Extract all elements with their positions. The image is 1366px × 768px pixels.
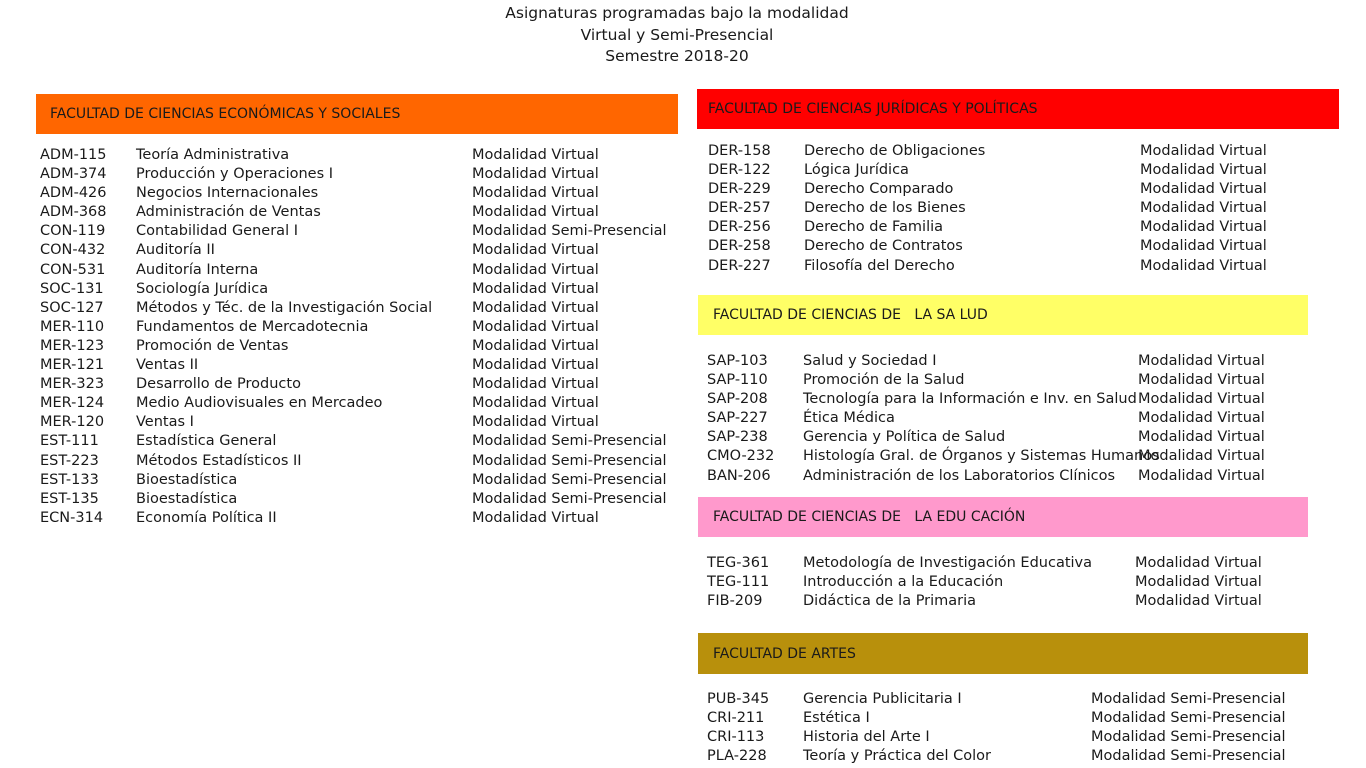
- course-code: SAP-110: [707, 372, 768, 389]
- course-row: [36, 471, 678, 490]
- title-line: Asignaturas programadas bajo la modalidad: [505, 4, 849, 22]
- course-name: Auditoría Interna: [136, 261, 259, 278]
- course-name: Derecho de Contratos: [804, 238, 963, 255]
- course-code: CON-432: [40, 242, 106, 259]
- course-row: [36, 261, 678, 280]
- course-name: Promoción de la Salud: [803, 372, 965, 389]
- course-name: Teoría Administrativa: [136, 147, 290, 163]
- course-mode: Modalidad Virtual: [472, 299, 599, 316]
- faculty-header: FACULTAD DE CIENCIAS DE LA SA LUD: [698, 295, 1308, 335]
- course-code: PUB-345: [707, 691, 770, 707]
- course-row: [36, 241, 678, 260]
- course-list: [697, 142, 1339, 276]
- course-name: Métodos Estadísticos II: [136, 452, 302, 469]
- course-mode: Modalidad Virtual: [1140, 219, 1267, 236]
- course-row: [36, 318, 678, 337]
- course-mode: Modalidad Semi-Presencial: [472, 490, 667, 507]
- course-name: Gerencia y Política de Salud: [803, 429, 1006, 446]
- course-row: [698, 352, 1308, 371]
- course-row: [698, 390, 1308, 409]
- course-list: [698, 352, 1308, 486]
- course-name: Metodología de Investigación Educativa: [803, 555, 1093, 571]
- course-row: [36, 280, 678, 299]
- course-mode: Modalidad Virtual: [472, 376, 599, 393]
- course-code: EST-135: [40, 490, 99, 507]
- course-row: [697, 161, 1339, 180]
- course-mode: Modalidad Virtual: [1138, 429, 1265, 446]
- course-mode: Modalidad Virtual: [472, 147, 599, 163]
- course-name: Gerencia Publicitaria I: [803, 691, 962, 707]
- course-mode: Modalidad Virtual: [472, 395, 599, 412]
- course-name: Negocios Internacionales: [136, 185, 319, 202]
- course-name: Bioestadística: [136, 471, 238, 488]
- course-row: [697, 180, 1339, 199]
- course-mode: Modalidad Virtual: [1138, 353, 1265, 369]
- course-code: BAN-206: [707, 467, 771, 484]
- course-code: MER-121: [40, 357, 105, 374]
- course-name: Histología Gral. de Órganos y Sistemas Humanos: [803, 448, 1160, 465]
- course-code: PLA-228: [707, 748, 767, 765]
- course-code: FIB-209: [707, 593, 763, 610]
- course-code: CON-531: [40, 261, 106, 278]
- faculty-header: FACULTAD DE ARTES: [698, 633, 1308, 674]
- course-row: [36, 356, 678, 375]
- course-code: DER-227: [708, 257, 771, 274]
- course-name: Ventas II: [136, 357, 199, 374]
- course-row: [36, 146, 678, 165]
- course-row: [697, 199, 1339, 218]
- course-name: Lógica Jurídica: [804, 162, 909, 179]
- course-mode: Modalidad Semi-Presencial: [1091, 729, 1286, 746]
- course-mode: Modalidad Virtual: [1140, 181, 1267, 198]
- course-mode: Modalidad Virtual: [472, 204, 599, 221]
- course-code: EST-223: [40, 452, 99, 469]
- course-mode: Modalidad Virtual: [1140, 200, 1267, 217]
- course-mode: Modalidad Virtual: [1140, 143, 1267, 159]
- course-code: ADM-115: [40, 147, 107, 163]
- course-name: Derecho de Obligaciones: [804, 143, 986, 159]
- course-mode: Modalidad Virtual: [1138, 372, 1265, 389]
- course-mode: Modalidad Virtual: [1140, 257, 1267, 274]
- course-name: Derecho de Familia: [804, 219, 944, 236]
- course-mode: Modalidad Virtual: [1138, 448, 1265, 465]
- course-name: Historia del Arte I: [803, 729, 930, 746]
- course-row: [698, 409, 1308, 428]
- course-code: DER-256: [708, 219, 771, 236]
- faculty-economicas: [36, 94, 678, 526]
- course-name: Ventas I: [136, 414, 194, 431]
- course-code: SAP-103: [707, 353, 768, 369]
- course-code: DER-258: [708, 238, 771, 255]
- course-row: [698, 371, 1308, 390]
- course-row: [698, 447, 1308, 466]
- course-code: SAP-227: [707, 410, 768, 427]
- course-row: [36, 222, 678, 241]
- course-row: [698, 690, 1308, 709]
- course-row: [697, 142, 1339, 161]
- course-name: Derecho Comparado: [804, 181, 954, 198]
- course-code: TEG-361: [707, 555, 770, 571]
- document-title: [0, 3, 1354, 68]
- course-code: SAP-208: [707, 391, 768, 408]
- course-name: Bioestadística: [136, 490, 238, 507]
- course-code: MER-123: [40, 337, 105, 354]
- course-name: Estética I: [803, 710, 870, 727]
- course-row: [698, 554, 1308, 573]
- course-name: Fundamentos de Mercadotecnia: [136, 318, 369, 335]
- course-row: [697, 257, 1339, 276]
- course-mode: Modalidad Virtual: [472, 242, 599, 259]
- course-name: Teoría y Práctica del Color: [803, 748, 991, 765]
- course-row: [36, 184, 678, 203]
- course-row: [698, 709, 1308, 728]
- course-code: ADM-426: [40, 185, 107, 202]
- course-row: [36, 375, 678, 394]
- course-mode: Modalidad Semi-Presencial: [1091, 710, 1286, 727]
- course-name: Estadística General: [136, 433, 277, 450]
- course-mode: Modalidad Virtual: [1138, 410, 1265, 427]
- course-code: MER-110: [40, 318, 105, 335]
- course-name: Administración de Ventas: [136, 204, 321, 221]
- course-name: Ética Médica: [803, 410, 895, 427]
- course-code: MER-124: [40, 395, 105, 412]
- course-mode: Modalidad Semi-Presencial: [1091, 691, 1286, 707]
- course-mode: Modalidad Semi-Presencial: [472, 433, 667, 450]
- course-code: CRI-211: [707, 710, 765, 727]
- course-name: Medio Audiovisuales en Mercadeo: [136, 395, 383, 412]
- course-row: [36, 299, 678, 318]
- course-code: MER-323: [40, 376, 105, 393]
- course-row: [698, 592, 1308, 611]
- course-code: DER-158: [708, 143, 771, 159]
- title-line: Semestre 2018-20: [605, 47, 749, 65]
- course-name: Tecnología para la Información e Inv. en Salud: [803, 391, 1137, 408]
- course-mode: Modalidad Virtual: [472, 509, 599, 526]
- faculty-header: FACULTAD DE CIENCIAS DE LA EDU CACIÓN: [698, 497, 1308, 537]
- course-mode: Modalidad Virtual: [1138, 467, 1265, 484]
- course-row: [697, 218, 1339, 237]
- faculty-juridicas: [697, 89, 1339, 274]
- course-row: [698, 747, 1308, 766]
- course-name: Métodos y Téc. de la Investigación Social: [136, 299, 433, 316]
- faculty-educacion: [698, 497, 1308, 610]
- course-name: Introducción a la Educación: [803, 574, 1004, 591]
- course-list: [36, 146, 678, 528]
- course-name: Desarrollo de Producto: [136, 376, 301, 393]
- course-row: [698, 428, 1308, 447]
- course-name: Sociología Jurídica: [136, 280, 269, 297]
- course-list: [698, 554, 1308, 611]
- course-code: ECN-314: [40, 509, 104, 526]
- course-mode: Modalidad Virtual: [472, 414, 599, 431]
- course-list: [698, 690, 1308, 766]
- course-mode: Modalidad Virtual: [1140, 162, 1267, 179]
- title-line: Virtual y Semi-Presencial: [580, 25, 774, 44]
- course-name: Administración de los Laboratorios Clínicos: [803, 467, 1116, 484]
- course-mode: Modalidad Semi-Presencial: [472, 223, 667, 240]
- course-code: TEG-111: [707, 574, 770, 591]
- course-name: Filosofía del Derecho: [804, 257, 955, 274]
- course-name: Didáctica de la Primaria: [803, 593, 977, 610]
- course-code: SOC-131: [40, 280, 104, 297]
- course-code: EST-111: [40, 433, 99, 450]
- course-mode: Modalidad Semi-Presencial: [472, 471, 667, 488]
- course-row: [36, 337, 678, 356]
- course-row: [36, 413, 678, 432]
- course-code: DER-229: [708, 181, 771, 198]
- course-mode: Modalidad Virtual: [472, 166, 599, 183]
- course-row: [698, 467, 1308, 486]
- course-mode: Modalidad Virtual: [1135, 574, 1262, 591]
- course-code: CMO-232: [707, 448, 775, 465]
- course-code: SOC-127: [40, 299, 104, 316]
- course-row: [36, 490, 678, 509]
- course-row: [36, 203, 678, 222]
- course-mode: Modalidad Virtual: [1140, 238, 1267, 255]
- course-name: Salud y Sociedad I: [803, 353, 937, 369]
- course-mode: Modalidad Semi-Presencial: [472, 452, 667, 469]
- course-row: [36, 394, 678, 413]
- course-mode: Modalidad Virtual: [1138, 391, 1265, 408]
- course-mode: Modalidad Virtual: [472, 185, 599, 202]
- course-row: [698, 573, 1308, 592]
- course-mode: Modalidad Virtual: [1135, 593, 1262, 610]
- course-code: ADM-368: [40, 204, 107, 221]
- course-row: [36, 165, 678, 184]
- course-code: MER-120: [40, 414, 105, 431]
- course-code: EST-133: [40, 471, 99, 488]
- course-mode: Modalidad Virtual: [472, 337, 599, 354]
- faculty-header: FACULTAD DE CIENCIAS JURÍDICAS Y POLÍTICAS: [697, 89, 1339, 129]
- course-mode: Modalidad Virtual: [472, 280, 599, 297]
- course-row: [697, 237, 1339, 256]
- faculty-artes: [698, 633, 1308, 765]
- course-code: ADM-374: [40, 166, 107, 183]
- faculty-salud: [698, 295, 1308, 484]
- course-row: [36, 509, 678, 528]
- course-code: CRI-113: [707, 729, 765, 746]
- course-mode: Modalidad Virtual: [1135, 555, 1262, 571]
- course-code: DER-257: [708, 200, 771, 217]
- course-code: SAP-238: [707, 429, 768, 446]
- course-mode: Modalidad Virtual: [472, 261, 599, 278]
- course-name: Auditoría II: [136, 242, 215, 259]
- course-code: DER-122: [708, 162, 771, 179]
- course-mode: Modalidad Semi-Presencial: [1091, 748, 1286, 765]
- course-name: Contabilidad General I: [136, 223, 298, 240]
- course-name: Economía Política II: [136, 509, 277, 526]
- course-name: Derecho de los Bienes: [804, 200, 966, 217]
- course-row: [36, 452, 678, 471]
- course-code: CON-119: [40, 223, 106, 240]
- faculty-header: FACULTAD DE CIENCIAS ECONÓMICAS Y SOCIALES: [36, 94, 678, 134]
- course-mode: Modalidad Virtual: [472, 357, 599, 374]
- course-row: [36, 432, 678, 451]
- course-name: Promoción de Ventas: [136, 337, 289, 354]
- course-name: Producción y Operaciones I: [136, 166, 334, 183]
- course-row: [698, 728, 1308, 747]
- course-mode: Modalidad Virtual: [472, 318, 599, 335]
